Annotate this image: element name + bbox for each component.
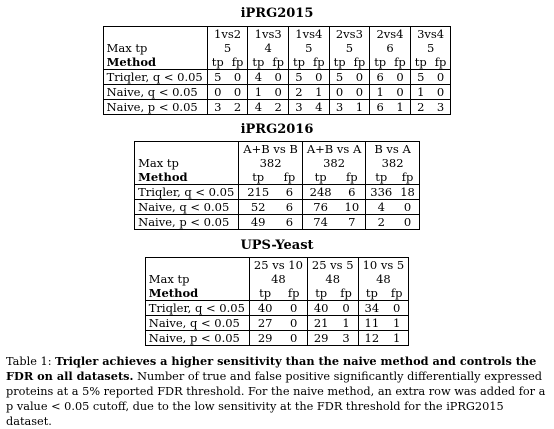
fp-header: fp: [338, 170, 365, 185]
method-name: Naive, p < 0.05: [145, 331, 249, 346]
tp-header: tp: [410, 55, 430, 70]
fp-value: 2: [268, 100, 288, 115]
fp-value: 0: [274, 70, 282, 84]
method-name: Naive, q < 0.05: [103, 85, 207, 100]
tp-value: 0: [329, 85, 349, 100]
tp-value: 29: [307, 331, 334, 346]
tp-value: 1: [410, 85, 430, 100]
method-name: Triqler, q < 0.05: [106, 70, 203, 84]
tp-header: tp: [207, 55, 227, 70]
max-tp-value: 48: [358, 272, 409, 286]
fp-value: 1: [334, 316, 358, 331]
tp-header: tp: [366, 170, 396, 185]
max-tp-value: 382: [239, 156, 303, 170]
header-row-comparisons: [103, 27, 451, 42]
table-title: iPRG2016: [240, 122, 314, 137]
fp-value: 18: [400, 185, 415, 199]
table-row: [145, 316, 408, 331]
tp-header: tp: [358, 286, 385, 301]
tp-header: tp: [307, 286, 334, 301]
tp-value: 4: [248, 70, 268, 85]
header-row-comparisons: [135, 142, 420, 157]
comparison-header: 1vs4: [288, 27, 329, 42]
tp-header: tp: [288, 55, 308, 70]
comparison-header: 1vs3: [248, 27, 289, 42]
fp-value: 1: [350, 100, 370, 115]
max-tp-value: 382: [302, 156, 365, 170]
fp-value: 2: [228, 100, 248, 115]
table-row: [145, 331, 408, 346]
comparison-header: 2vs3: [329, 27, 370, 42]
max-tp-value: 5: [207, 41, 248, 55]
fp-value: 0: [342, 301, 350, 315]
results-table-ups-yeast: [145, 257, 409, 346]
fp-value: 0: [436, 70, 445, 84]
fp-value: 1: [385, 331, 409, 346]
table-block-iprg2016: [0, 122, 554, 230]
comparison-header: 1vs2: [207, 27, 248, 42]
tp-value: 4: [248, 100, 268, 115]
tp-value: 11: [358, 316, 385, 331]
caption-text: Number of true and false positive significantly differentially expressed proteins at a 5% reported FDR threshold. For the naive method, an extra row was added for a p value < 0.05 cutoff, due to the low sensitivity at the FDR threshold for the iPRG2015 dataset.: [6, 370, 546, 428]
method-label: Method: [135, 170, 239, 185]
tp-value: 52: [239, 200, 277, 215]
fp-header: fp: [385, 286, 409, 301]
fp-value: 6: [285, 185, 294, 199]
fp-value: 0: [431, 85, 451, 100]
fp-header: fp: [396, 170, 419, 185]
tp-header: tp: [248, 55, 268, 70]
tp-value: 40: [307, 301, 334, 316]
tp-value: 6: [370, 100, 390, 115]
method-label: Method: [103, 55, 207, 70]
max-tp-value: 382: [366, 156, 420, 170]
max-tp-value: 48: [249, 272, 307, 286]
table-caption: [6, 354, 550, 429]
fp-value: 3: [334, 331, 358, 346]
tp-value: 2: [288, 85, 308, 100]
table-block-iprg2015: [0, 6, 554, 115]
max-tp-value: 4: [248, 41, 289, 55]
fp-value: 1: [309, 85, 329, 100]
comparison-header: 25 vs 5: [307, 258, 358, 273]
tp-value: 336: [366, 185, 396, 200]
fp-value: 0: [350, 85, 370, 100]
tp-value: 34: [358, 301, 385, 316]
tp-value: 5: [288, 70, 308, 85]
fp-value: 0: [280, 316, 307, 331]
fp-header: fp: [431, 55, 451, 70]
fp-value: 0: [355, 70, 364, 84]
header-row-comparisons: [145, 258, 408, 273]
table-title: UPS-Yeast: [240, 238, 314, 253]
fp-header: fp: [334, 286, 358, 301]
tp-value: 4: [366, 200, 396, 215]
header-empty-cell: [145, 258, 249, 273]
fp-value: 10: [338, 200, 365, 215]
fp-value: 0: [393, 301, 401, 315]
tp-value: 21: [307, 316, 334, 331]
comparison-header: B vs A: [366, 142, 420, 157]
caption-label: Table 1:: [6, 355, 56, 368]
method-name: Triqler, q < 0.05: [138, 185, 235, 199]
table-row: [103, 85, 451, 100]
results-table-iprg2016: [134, 141, 420, 230]
fp-value: 6: [277, 215, 302, 230]
tp-value: 5: [329, 70, 349, 85]
header-row-max-tp: [135, 156, 420, 170]
fp-value: 0: [315, 70, 323, 84]
tp-value: 76: [302, 200, 338, 215]
table-row: [135, 215, 420, 230]
fp-value: 0: [390, 85, 410, 100]
header-row-method: [145, 286, 408, 301]
header-row-method: [103, 55, 451, 70]
tp-value: 74: [302, 215, 338, 230]
header-empty-cell: [103, 27, 207, 42]
tp-value: 40: [249, 301, 280, 316]
tp-value: 2: [410, 100, 430, 115]
fp-value: 0: [396, 215, 419, 230]
max-tp-value: 6: [370, 41, 411, 55]
fp-value: 0: [396, 200, 419, 215]
fp-value: 1: [390, 100, 410, 115]
max-tp-value: 5: [329, 41, 370, 55]
tp-value: 5: [207, 70, 227, 85]
tp-value: 5: [410, 70, 430, 85]
table-row: [145, 301, 408, 316]
header-row-method: [135, 170, 420, 185]
tp-value: 3: [288, 100, 308, 115]
fp-value: 0: [396, 70, 404, 84]
tp-header: tp: [302, 170, 338, 185]
tp-value: 248: [302, 185, 338, 200]
tp-header: tp: [329, 55, 349, 70]
header-row-max-tp: [103, 41, 451, 55]
tp-value: 3: [329, 100, 349, 115]
fp-value: 3: [431, 100, 451, 115]
max-tp-value: 5: [410, 41, 451, 55]
tp-value: 215: [239, 185, 277, 200]
fp-value: 1: [385, 316, 409, 331]
fp-header: fp: [277, 170, 302, 185]
fp-value: 6: [277, 200, 302, 215]
method-name: Naive, p < 0.05: [103, 100, 207, 115]
tp-header: tp: [370, 55, 390, 70]
method-name: Naive, q < 0.05: [135, 200, 239, 215]
max-tp-label: Max tp: [138, 156, 179, 170]
table-row: [103, 70, 451, 85]
tp-value: 1: [248, 85, 268, 100]
tp-value: 27: [249, 316, 280, 331]
fp-value: 0: [289, 301, 298, 315]
tp-value: 6: [370, 70, 390, 85]
tp-value: 29: [249, 331, 280, 346]
table-row: [135, 185, 420, 200]
table-row: [135, 200, 420, 215]
fp-value: 6: [348, 185, 356, 199]
fp-header: fp: [350, 55, 370, 70]
tp-value: 1: [370, 85, 390, 100]
table-block-ups-yeast: [0, 238, 554, 346]
results-table-iprg2015: [103, 26, 452, 115]
table-row: [103, 100, 451, 115]
max-tp-value: 5: [288, 41, 329, 55]
comparison-header: 3vs4: [410, 27, 451, 42]
max-tp-label: Max tp: [148, 272, 190, 286]
comparison-header: A+B vs B: [239, 142, 303, 157]
fp-header: fp: [228, 55, 248, 70]
fp-header: fp: [268, 55, 288, 70]
fp-header: fp: [309, 55, 329, 70]
fp-value: 0: [228, 85, 248, 100]
fp-value: 0: [233, 70, 242, 84]
comparison-header: 25 vs 10: [249, 258, 307, 273]
header-row-max-tp: [145, 272, 408, 286]
comparison-header: 10 vs 5: [358, 258, 409, 273]
fp-value: 4: [309, 100, 329, 115]
tp-value: 0: [207, 85, 227, 100]
tp-header: tp: [239, 170, 277, 185]
method-name: Naive, q < 0.05: [145, 316, 249, 331]
method-name: Triqler, q < 0.05: [148, 301, 245, 315]
fp-value: 7: [338, 215, 365, 230]
max-tp-label: Max tp: [106, 41, 148, 55]
fp-value: 0: [280, 331, 307, 346]
comparison-header: A+B vs A: [302, 142, 365, 157]
tp-value: 49: [239, 215, 277, 230]
tp-value: 3: [207, 100, 227, 115]
fp-value: 0: [268, 85, 288, 100]
table-title: iPRG2015: [240, 6, 314, 21]
comparison-header: 2vs4: [370, 27, 411, 42]
method-label: Method: [145, 286, 249, 301]
caption-bold: Triqler achieves a higher sensitivity than the naive method and controls the FDR on all datasets.: [6, 354, 537, 383]
header-empty-cell: [135, 142, 239, 157]
tp-value: 2: [366, 215, 396, 230]
method-name: Naive, p < 0.05: [135, 215, 239, 230]
tp-value: 12: [358, 331, 385, 346]
tp-header: tp: [249, 286, 280, 301]
max-tp-value: 48: [307, 272, 358, 286]
fp-header: fp: [390, 55, 410, 70]
fp-header: fp: [280, 286, 307, 301]
